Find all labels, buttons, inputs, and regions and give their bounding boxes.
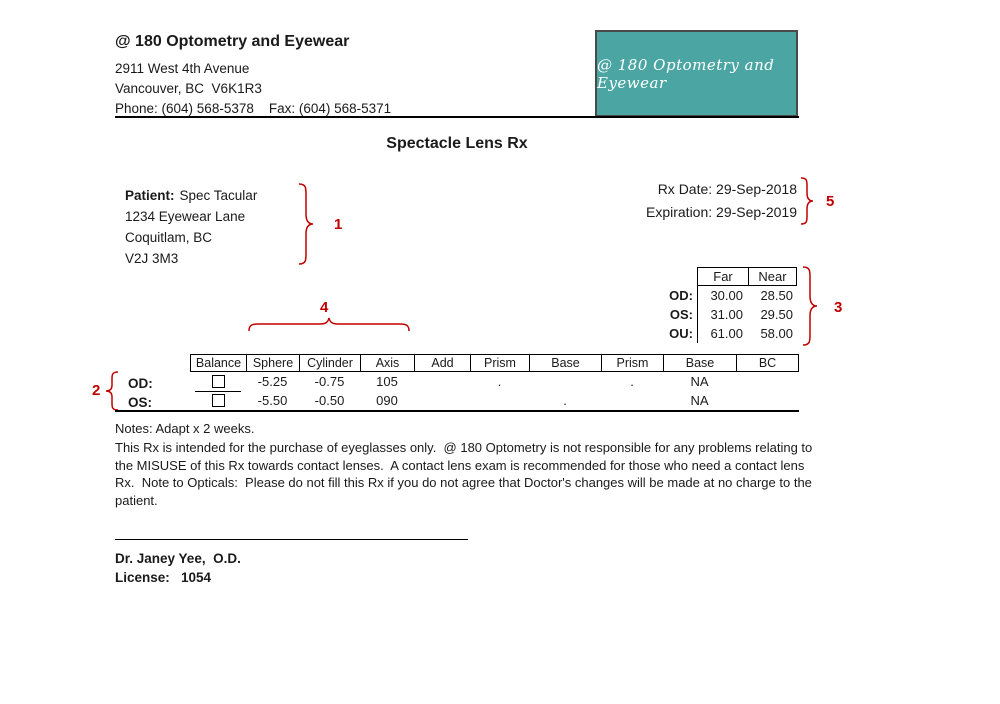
od-balance-checkbox	[212, 375, 225, 388]
os-add	[414, 392, 470, 411]
callout-number-pd: 3	[834, 299, 843, 316]
od-axis: 105	[376, 374, 398, 389]
rx-col-cylinder: Cylinder	[299, 354, 360, 372]
callout-brace-dates	[799, 177, 815, 225]
pd-col-far: Far	[697, 267, 749, 286]
patient-address-line2: Coquitlam, BC	[125, 230, 213, 245]
rx-date-line: Rx Date: 29-Sep-2018	[657, 181, 797, 197]
doctor-name: Dr. Janey Yee, O.D.	[115, 551, 241, 566]
od-prism2: .	[630, 374, 634, 389]
os-balance-cell	[195, 392, 241, 411]
os-bc	[736, 392, 799, 411]
pd-row-od-label: OD:	[669, 288, 693, 303]
rx-table-header	[190, 354, 799, 372]
rx-row-os-label: OS:	[128, 395, 153, 410]
license-number: License: 1054	[115, 570, 212, 585]
rx-col-axis: Axis	[360, 354, 414, 372]
od-balance-cell	[195, 373, 241, 392]
os-sphere: -5.50	[257, 393, 288, 408]
os-prism2	[601, 392, 663, 411]
rx-col-prism1: Prism	[470, 354, 529, 372]
rx-col-base2: Base	[663, 354, 736, 372]
clinic-logo	[595, 30, 798, 117]
rx-row-od-label: OD:	[128, 376, 153, 391]
pd-os-far: 31.00	[697, 305, 749, 324]
signature-line	[115, 539, 468, 540]
rx-table-row-os	[190, 392, 799, 411]
os-balance-checkbox	[212, 394, 225, 407]
pd-od-far: 30.00	[697, 286, 749, 305]
disclaimer-text: This Rx is intended for the purchase of eyeglasses only. @ 180 Optometry is not responsible for any problems relating to the MISUSE of this Rx towards contact lenses. A contact lens exam is recommended for those who need a contact lens Rx. Note to Opticals: Please do not fill this Rx if you do not agree that Doctor's changes will be made at no charge to the patient.	[115, 440, 816, 508]
expiration-line: Expiration: 29-Sep-2019	[646, 204, 797, 220]
header-divider	[115, 116, 799, 118]
clinic-contact-line: Phone: (604) 568-5378 Fax: (604) 568-5371	[115, 101, 392, 116]
callout-number-patient: 1	[334, 216, 343, 233]
clinic-header	[115, 33, 391, 119]
os-prism1	[470, 392, 529, 411]
callout-number-dates: 5	[826, 193, 835, 210]
rx-table-row-od	[190, 373, 799, 392]
pd-ou-near: 58.00	[760, 326, 793, 341]
clinic-address-line2: Vancouver, BC V6K1R3	[115, 81, 262, 96]
patient-label: Patient:	[125, 188, 175, 203]
rx-col-base1: Base	[529, 354, 601, 372]
pd-od-near: 28.50	[760, 288, 793, 303]
callout-brace-pd	[801, 266, 819, 346]
os-base1: .	[563, 393, 567, 408]
patient-block	[125, 185, 257, 269]
od-sphere: -5.25	[257, 374, 288, 389]
os-base2: NA	[690, 393, 709, 408]
od-bc	[736, 373, 799, 392]
os-axis: 090	[376, 393, 398, 408]
pd-table	[657, 267, 797, 343]
callout-number-eyes: 2	[92, 382, 101, 399]
pd-os-near: 29.50	[760, 307, 793, 322]
page-title: Spectacle Lens Rx	[386, 135, 528, 152]
clinic-name: @ 180 Optometry and Eyewear	[115, 33, 350, 50]
os-cylinder: -0.50	[314, 393, 345, 408]
rx-dates-block	[550, 178, 797, 224]
pd-col-near: Near	[749, 267, 797, 286]
rx-col-balance: Balance	[190, 354, 246, 372]
clinic-address-line1: 2911 West 4th Avenue	[115, 61, 250, 76]
patient-address-line1: 1234 Eyewear Lane	[125, 209, 246, 224]
callout-number-lens-values: 4	[320, 299, 329, 316]
od-base2: NA	[690, 374, 709, 389]
pd-row-ou-label: OU:	[669, 326, 693, 341]
pd-ou-far: 61.00	[697, 324, 749, 343]
callout-brace-lens-values	[248, 317, 410, 332]
rx-col-prism2: Prism	[601, 354, 663, 372]
callout-brace-eyes	[104, 371, 120, 411]
patient-name: Spec Tacular	[179, 188, 258, 203]
patient-address-line3: V2J 3M3	[125, 251, 179, 266]
rx-col-add: Add	[414, 354, 470, 372]
pd-row-os-label: OS:	[669, 307, 693, 322]
rx-col-sphere: Sphere	[246, 354, 299, 372]
od-base1	[529, 373, 601, 392]
od-cylinder: -0.75	[314, 374, 345, 389]
rx-table-bottom-rule	[115, 410, 799, 412]
callout-brace-patient	[297, 183, 315, 265]
od-prism1: .	[497, 374, 502, 389]
od-add	[414, 373, 470, 392]
notes-line: Notes: Adapt x 2 weeks.	[115, 421, 255, 436]
clinic-logo-text: @ 180 Optometry and Eyewear	[597, 55, 780, 92]
rx-col-bc: BC	[736, 354, 799, 372]
